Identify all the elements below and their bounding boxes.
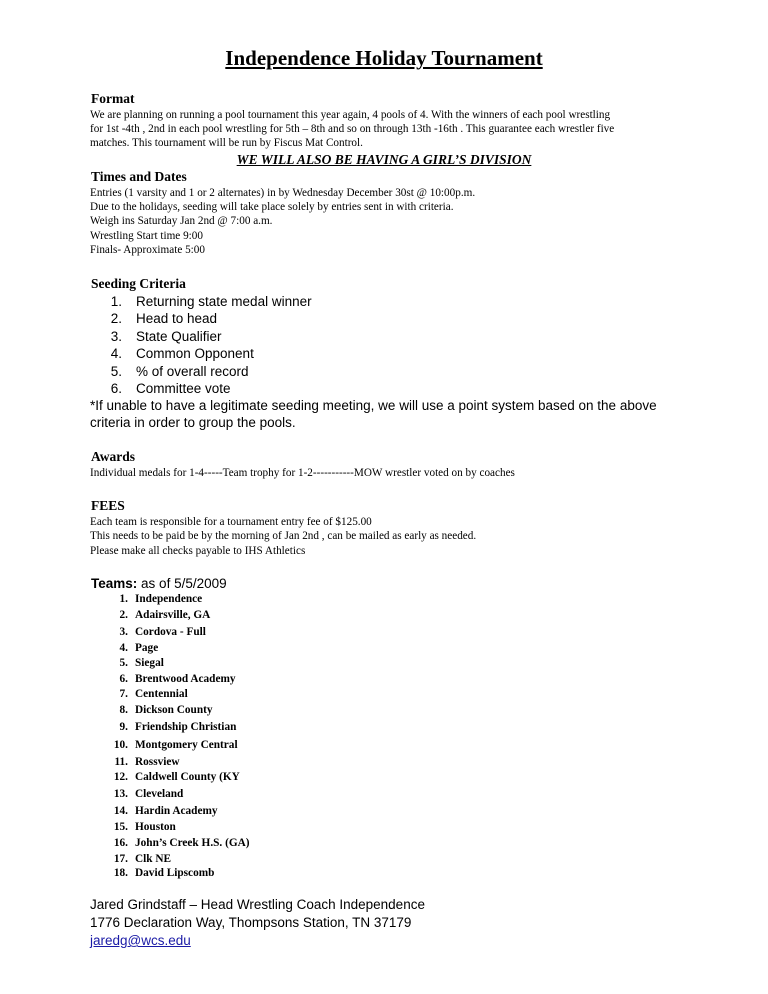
times-line-1: Entries (1 varsity and 1 or 2 alternates) in by Wednesday December 30st @ 10:00p.m. <box>90 187 476 199</box>
times-line-4: Wrestling Start time 9:00 <box>90 230 203 242</box>
seeding-item: 6. Committee vote <box>110 381 231 397</box>
fees-heading: FEES <box>91 498 125 513</box>
team-name: Page <box>135 642 159 654</box>
seeding-item: 5. % of overall record <box>110 363 249 379</box>
team-number: 5. <box>119 657 128 669</box>
seeding-note-line-1: *If unable to have a legitimate seeding meeting, we will use a point system based on the above <box>90 398 657 413</box>
team-number: 7. <box>119 688 128 700</box>
team-number: 12. <box>113 771 128 783</box>
times-heading: Times and Dates <box>91 169 187 184</box>
team-name: Montgomery Central <box>135 739 238 751</box>
fees-line-2: This needs to be paid be by the morning of Jan 2nd , can be mailed as early as needed. <box>90 530 477 542</box>
seeding-list <box>100 293 312 397</box>
fees-line-1: Each team is responsible for a tournament entry fee of $125.00 <box>90 516 372 528</box>
team-name: Houston <box>135 821 176 833</box>
seeding-item: 1. Returning state medal winner <box>110 294 312 309</box>
format-line-1: We are planning on running a pool tournament this year again, 4 pools of 4. With the winners of each pool wrestling <box>90 109 611 121</box>
team-number: 6. <box>119 673 128 685</box>
team-name: Centennial <box>135 688 188 700</box>
times-line-2: Due to the holidays, seeding will take place solely by entries sent in with criteria. <box>90 201 454 213</box>
seeding-heading: Seeding Criteria <box>91 276 186 291</box>
format-line-2: for 1st -4th , 2nd in each pool wrestling for 5th – 8th and so on through 13th -16th . This guarantee each wrestler five <box>90 123 615 135</box>
teams-heading: Teams: <box>91 576 138 591</box>
team-name: Cleveland <box>135 788 184 800</box>
team-number: 3. <box>119 626 128 638</box>
awards-text: Individual medals for 1-4-----Team trophy for 1-2-----------MOW wrestler voted on by coaches <box>90 467 515 479</box>
page-title: Independence Holiday Tournament <box>225 46 543 70</box>
team-name: Independence <box>135 593 203 605</box>
team-name: David Lipscomb <box>135 867 215 879</box>
format-line-3: matches. This tournament will be run by Fiscus Mat Control. <box>90 137 363 149</box>
team-name: Caldwell County (KY <box>135 771 240 783</box>
seeding-item: 4. Common Opponent <box>110 346 254 362</box>
times-line-5: Finals- Approximate 5:00 <box>90 244 205 256</box>
seeding-note-line-2: criteria in order to group the pools. <box>90 415 296 430</box>
format-heading: Format <box>91 91 135 106</box>
contact-email-link[interactable]: jaredg@wcs.edu <box>90 933 191 948</box>
seeding-item: 3. State Qualifier <box>110 328 222 344</box>
team-number: 13. <box>113 788 128 800</box>
team-number: 4. <box>119 642 128 654</box>
team-number: 17. <box>113 853 128 865</box>
team-name: Clk NE <box>135 853 172 865</box>
awards-heading: Awards <box>91 449 136 464</box>
team-number: 1. <box>119 593 128 605</box>
team-name: Rossview <box>135 756 180 768</box>
team-number: 2. <box>119 609 128 621</box>
contact-name: Jared Grindstaff – Head Wrestling Coach Independence <box>90 897 425 912</box>
team-name: Friendship Christian <box>135 721 237 733</box>
team-number: 11. <box>114 756 128 768</box>
team-name: Hardin Academy <box>135 805 218 817</box>
team-number: 15. <box>113 821 128 833</box>
team-name: John’s Creek H.S. (GA) <box>135 837 250 849</box>
girls-division-notice: WE WILL ALSO BE HAVING A GIRL’S DIVISION <box>236 152 532 167</box>
seeding-item: 2. Head to head <box>110 311 218 327</box>
times-line-3: Weigh ins Saturday Jan 2nd @ 7:00 a.m. <box>90 215 273 227</box>
team-number: 16. <box>113 837 128 849</box>
team-number: 10. <box>113 739 128 751</box>
teams-heading-row <box>91 576 227 591</box>
contact-address: 1776 Declaration Way, Thompsons Station, TN 37179 <box>90 915 412 930</box>
team-name: Cordova - Full <box>135 626 206 638</box>
teams-as-of: as of 5/5/2009 <box>141 576 227 591</box>
team-name: Adairsville, GA <box>135 609 211 621</box>
team-name: Siegal <box>135 657 164 669</box>
team-number: 14. <box>113 805 128 817</box>
team-name: Dickson County <box>135 704 213 716</box>
team-number: 18. <box>113 867 128 879</box>
team-number: 9. <box>119 721 128 733</box>
fees-line-3: Please make all checks payable to IHS Athletics <box>90 545 306 557</box>
team-name: Brentwood Academy <box>135 673 236 685</box>
team-number: 8. <box>119 704 128 716</box>
